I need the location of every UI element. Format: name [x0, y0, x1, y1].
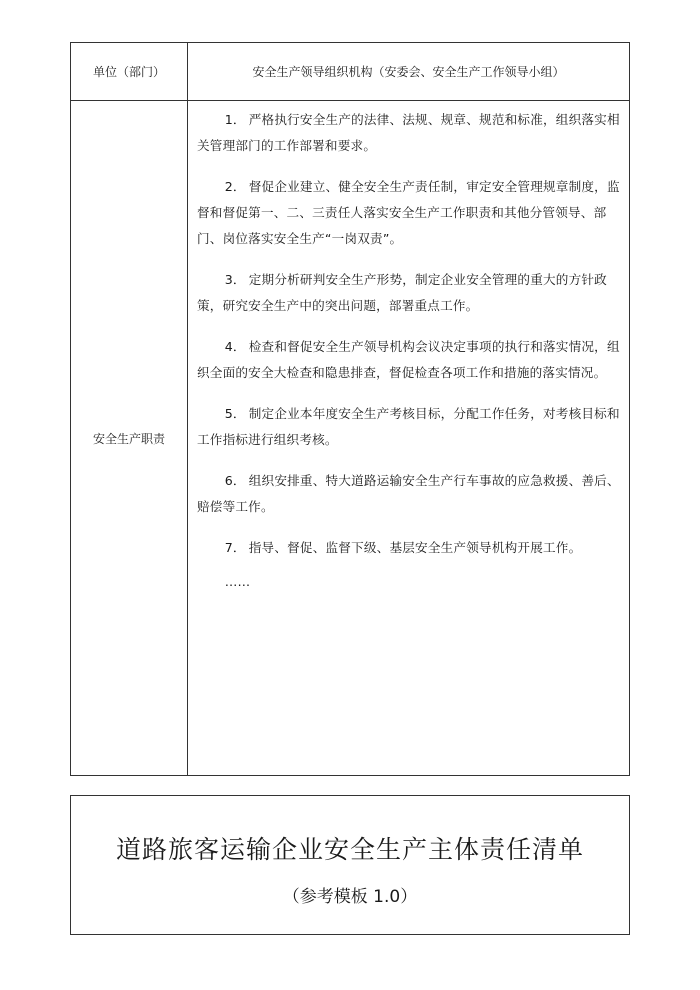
document-title: 道路旅客运输企业安全生产主体责任清单 — [115, 835, 584, 864]
duty-text: 指导、督促、监督下级、基层安全生产领导机构开展工作。 — [248, 540, 582, 555]
duty-number: 2． — [224, 179, 246, 194]
duty-text: 督促企业建立、健全安全生产责任制，审定安全管理规章制度，监督和督促第一、二、三责任人落实安全生产工作职责和其他分管领导、部门、岗位落实安全生产“一岗双责”。 — [197, 179, 620, 246]
duty-item-5 — [197, 401, 623, 453]
duty-text: 组织安排重、特大道路运输安全生产行车事故的应急救援、善后、赔偿等工作。 — [197, 473, 620, 514]
duty-text: 检查和督促安全生产领导机构会议决定事项的执行和落实情况，组织全面的安全大检查和隐患排查，督促检查各项工作和措施的落实情况。 — [197, 339, 620, 380]
duty-item-3 — [197, 267, 623, 319]
safety-duties-label: 安全生产职责 — [92, 431, 165, 446]
duty-number: 7． — [224, 540, 246, 555]
duty-number: 4． — [224, 339, 246, 354]
duty-text: 制定企业本年度安全生产考核目标，分配工作任务，对考核目标和工作指标进行组织考核。 — [197, 406, 620, 447]
duty-item-4 — [197, 334, 623, 386]
duty-number: 3． — [224, 272, 246, 287]
duty-number: 1． — [224, 112, 246, 127]
column-divider — [187, 43, 188, 775]
header-unit-cell: 单位（部门） — [92, 65, 165, 79]
duty-number: 5． — [224, 406, 246, 421]
duty-number: 6． — [224, 473, 246, 488]
duty-item-1 — [197, 107, 623, 159]
document-subtitle: （参考模板 1.0） — [282, 887, 418, 907]
duty-text: 严格执行安全生产的法律、法规、规章、规范和标准，组织落实相关管理部门的工作部署和要求。 — [197, 112, 620, 153]
continuation-ellipsis: …… — [224, 574, 251, 589]
duty-item-6 — [197, 468, 623, 520]
duties-list — [197, 107, 623, 592]
responsibility-table — [70, 42, 630, 776]
duty-item-7 — [197, 535, 623, 561]
header-organization-cell: 安全生产领导组织机构（安委会、安全生产工作领导小组） — [252, 65, 565, 79]
duty-text: 定期分析研判安全生产形势，制定企业安全管理的重大的方针政策，研究安全生产中的突出问题，部署重点工作。 — [197, 272, 607, 313]
cover-box — [70, 795, 630, 935]
duty-item-2 — [197, 174, 623, 252]
